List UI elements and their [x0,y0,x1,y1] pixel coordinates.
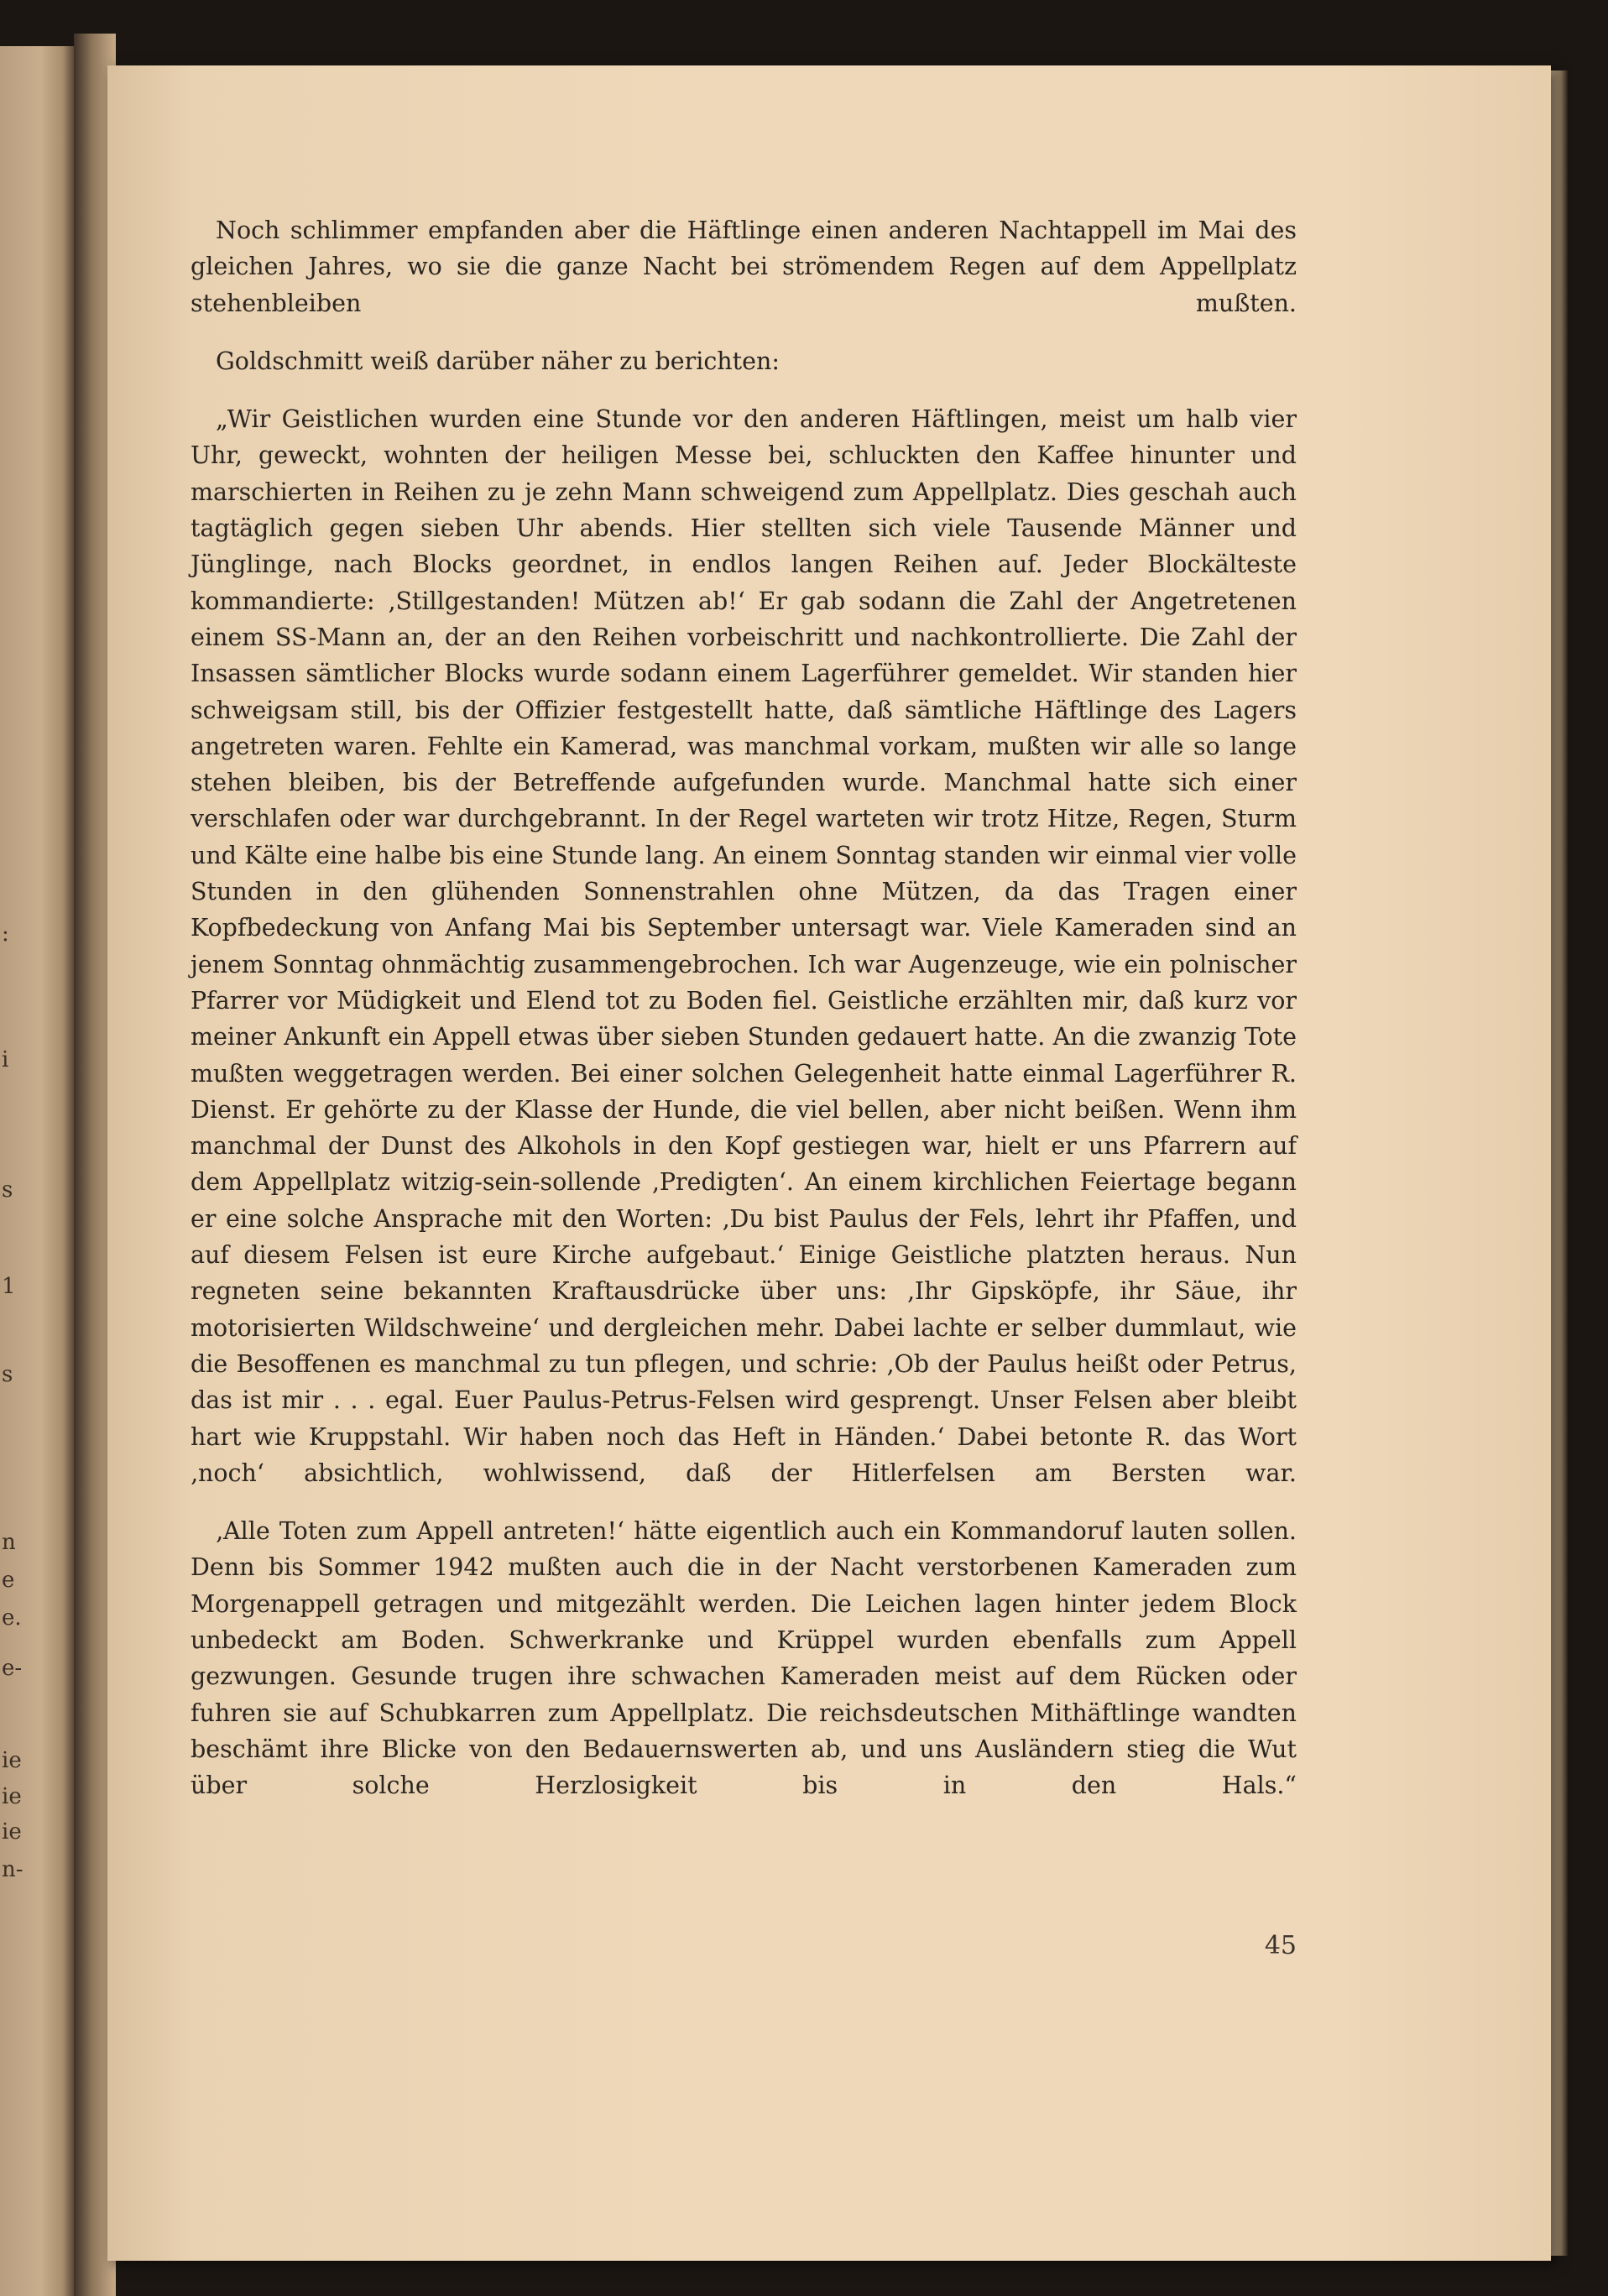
left-page-fragment: n- [2,1857,23,1882]
page-body-text [191,212,1297,1803]
right-page-edge [1551,70,1568,2256]
left-page-fragment: ie [2,1748,22,1773]
left-page-text-fragments [0,0,34,2296]
quoted-paragraph: ‚Alle Toten zum Appell antreten!‘ hätte eigentlich auch ein Kommandoruf lauten sollen. Denn bis Sommer 1942 mußten auch die in der Nacht verstorbenen Kameraden zum Morgenappell getragen und mitgezählt werden. Die Leichen lagen hinter jedem Block unbedeckt am Boden. Schwerkranke und Krüppel wurden ebenfalls zum Appell gezwungen. Gesunde trugen ihre schwachen Kameraden meist auf dem Rücken oder fuhren sie auf Schubkarren zum Appellplatz. Die reichsdeutschen Mithäftlinge wandten beschämt ihre Blicke von den Bedauernswerten ab, und uns Ausländern stieg die Wut über solche Herzlosigkeit bis in den Hals.“ [191,1517,1297,1800]
left-page-fragment: 1 [2,1274,16,1299]
paragraph: Goldschmitt weiß darüber näher zu berichten: [216,347,780,375]
left-page-fragment: s [2,1177,13,1203]
left-page-fragment: ie [2,1784,22,1809]
paragraph: Noch schlimmer empfanden aber die Häftlinge einen anderen Nachtappell im Mai des gleichen Jahres, wo sie die ganze Nacht bei strömendem Regen auf dem Appellplatz stehenbleiben mußten. [191,217,1297,317]
left-page-fragment: n [2,1530,16,1555]
quoted-paragraph: „Wir Geistlichen wurden eine Stunde vor den anderen Häftlingen, meist um halb vier Uhr, geweckt, wohnten der heiligen Messe bei, schluckten den Kaffee hinunter und marschierten in Reihen zu je zehn Mann schweigend zum Appellplatz. Dies geschah auch tagtäglich gegen sieben Uhr abends. Hier stellten sich viele Tausende Männer und Jünglinge, nach Blocks geordnet, in endlos langen Reihen auf. Jeder Blockälteste kommandierte: ‚Stillgestanden! Mützen ab!‘ Er gab sodann die Zahl der Angetretenen einem SS-Mann an, der an den Reihen vorbeischritt und nachkontrollierte. Die Zahl der Insassen sämtlicher Blocks wurde sodann einem Lagerführer gemeldet. Wir standen hier schweigsam still, bis der Offizier festgestellt hatte, daß sämtliche Häftlinge des Lagers angetreten waren. Fehlte ein Kamerad, was manchmal vorkam, mußten wir alle so lange stehen bleiben, bis der Betreffende aufgefunden wurde. Manchmal hatte sich einer verschlafen oder war durchgebrannt. In der Regel warteten wir trotz Hitze, Regen, Sturm und Kälte eine halbe bis eine Stunde lang. An einem Sonntag standen wir einmal vier volle Stunden in den glühenden Sonnenstrahlen ohne Mützen, da das Tragen einer Kopfbedeckung von Anfang Mai bis September untersagt war. Viele Kameraden sind an jenem Sonntag ohnmächtig zusammengebrochen. Ich war Augenzeuge, wie ein polnischer Pfarrer vor Müdigkeit und Elend tot zu Boden fiel. Geistliche erzählten mir, daß kurz vor meiner Ankunft ein Appell etwas über sieben Stunden gedauert hatte. An die zwanzig Tote mußten weggetragen werden. Bei einer solchen Gelegenheit hatte einmal Lagerführer R. Dienst. Er gehörte zu der Klasse der Hunde, die viel bellen, aber nicht beißen. Wenn ihm manchmal der Dunst des Alkohols in den Kopf gestiegen war, hielt er uns Pfarrern auf dem Appellplatz witzig-sein-sollende ‚Predigten‘. An einem kirchlichen Feiertage begann er eine solche Ansprache mit den Worten: ‚Du bist Paulus der Fels, lehrt ihr Pfaffen, und auf diesem Felsen ist eure Kirche aufgebaut.‘ Einige Geistliche platzten heraus. Nun regneten seine bekannten Kraftausdrücke über uns: ‚Ihr Gipsköpfe, ihr Säue, ihr motorisierten Wildschweine‘ und dergleichen mehr. Dabei lachte er selber dummlaut, wie die Besoffenen es manchmal zu tun pflegen, und schrie: ‚Ob der Paulus heißt oder Petrus, das ist mir . . . egal. Euer Paulus-Petrus-Felsen wird gesprengt. Unser Felsen aber bleibt hart wie Kruppstahl. Wir haben noch das Heft in Händen.‘ Dabei betonte R. das Wort ‚noch‘ absichtlich, wohlwissend, daß der Hitlerfelsen am Bersten war. [191,405,1297,1487]
left-page-fragment: i [2,1047,9,1072]
left-page-fragment: e. [2,1605,22,1631]
left-page-fragment: : [2,921,9,947]
left-page-fragment: s [2,1362,13,1387]
left-page-fragment: e- [2,1656,23,1681]
left-page-fragment: ie [2,1819,22,1845]
left-page-fragment: e [2,1568,15,1593]
page-number: 45 [1264,1931,1297,1960]
